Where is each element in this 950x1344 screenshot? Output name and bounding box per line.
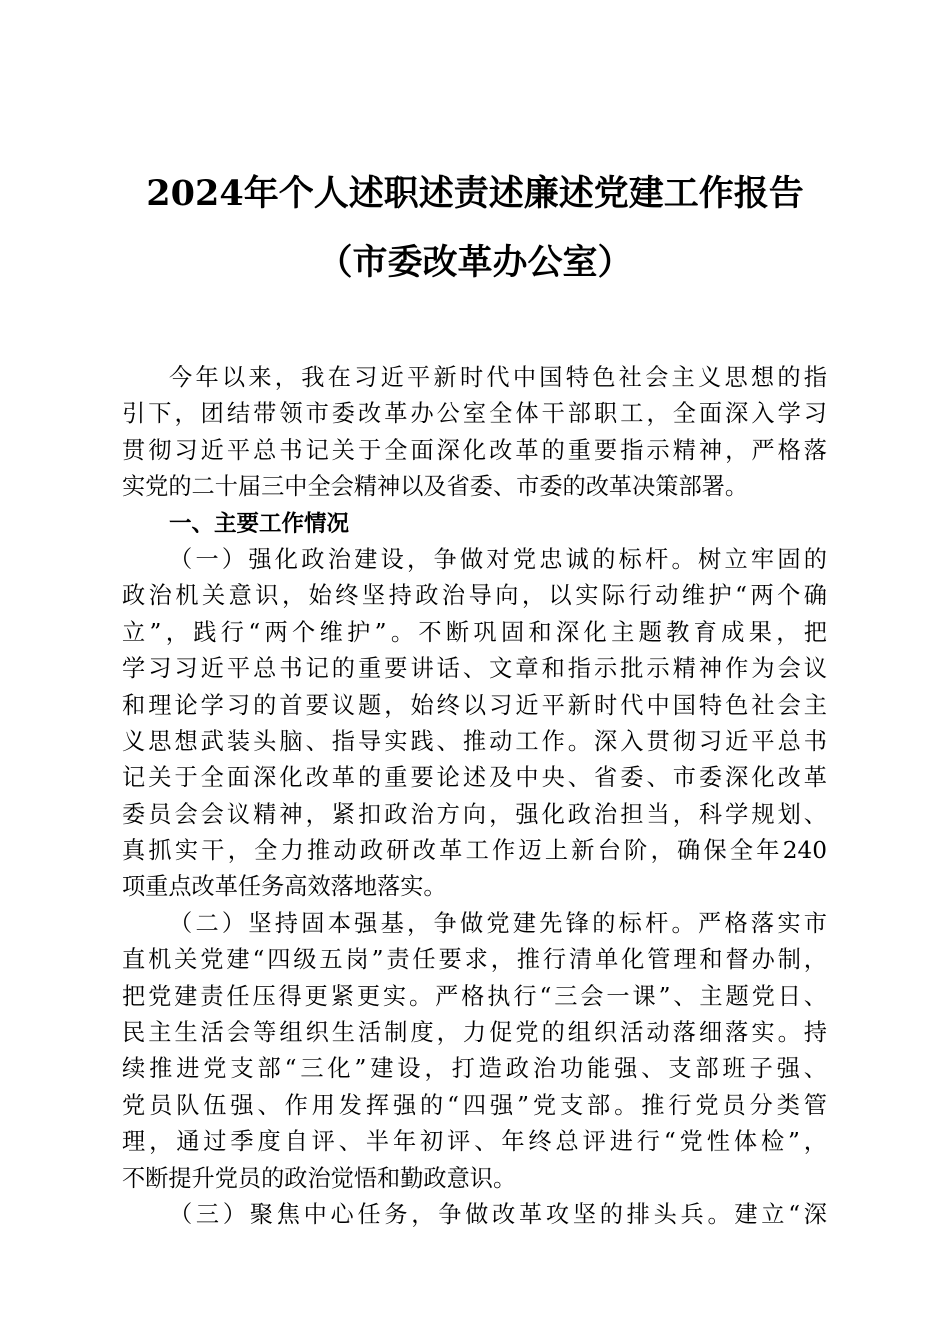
document-body: [122, 360, 827, 1233]
paragraph-line: 不断提升党员的政治觉悟和勤政意识。: [122, 1164, 517, 1192]
paragraph-line: 民主生活会等组织生活制度，力促党的组织活动落细落实。持: [122, 1019, 827, 1047]
paragraph-line: 义思想武装头脑、指导实践、推动工作。深入贯彻习近平总书: [122, 727, 827, 755]
document-subtitle: （市委改革办公室）: [317, 242, 633, 283]
paragraph-line: （二）坚持固本强基，争做党建先锋的标杆。严格落实市: [169, 909, 827, 937]
paragraph-line: 实党的二十届三中全会精神以及省委、市委的改革决策部署。: [122, 473, 749, 501]
section-heading: 一、主要工作情况: [169, 510, 350, 537]
paragraph-line: 项重点改革任务高效落地落实。: [122, 873, 447, 901]
paragraph-line: 委员会会议精神，紧扣政治方向，强化政治担当，科学规划、: [122, 800, 827, 828]
paragraph-line: 理，通过季度自评、半年初评、年终总评进行“党性体检”，: [122, 1128, 827, 1156]
paragraph-line: 记关于全面深化改革的重要论述及中央、省委、市委深化改革: [122, 764, 827, 792]
paragraph-line: 真抓实干，全力推动政研改革工作迈上新台阶，确保全年240: [122, 837, 827, 865]
paragraph-line: 续推进党支部“三化”建设，打造政治功能强、支部班子强、: [122, 1055, 827, 1083]
paragraph-line: 直机关党建“四级五岗”责任要求，推行清单化管理和督办制，: [122, 946, 827, 974]
paragraph-line: 贯彻习近平总书记关于全面深化改革的重要指示精神，严格落: [122, 436, 827, 464]
paragraph-line: 党员队伍强、作用发挥强的“四强”党支部。推行党员分类管: [122, 1091, 827, 1119]
paragraph-line: 引下，团结带领市委改革办公室全体干部职工，全面深入学习: [122, 400, 827, 428]
paragraph-line: 把党建责任压得更紧更实。严格执行“三会一课”、主题党日、: [122, 982, 827, 1010]
document-title: 2024年个人述职述责述廉述党建工作报告: [146, 173, 804, 214]
paragraph-line: 学习习近平总书记的重要讲话、文章和指示批示精神作为会议: [122, 655, 827, 683]
paragraph-line: 立”，践行“两个维护”。不断巩固和深化主题教育成果，把: [122, 618, 827, 646]
paragraph-line: （一）强化政治建设，争做对党忠诚的标杆。树立牢固的: [169, 545, 827, 573]
paragraph-line: （三）聚焦中心任务，争做改革攻坚的排头兵。建立“深: [169, 1200, 827, 1228]
paragraph-line: 今年以来，我在习近平新时代中国特色社会主义思想的指: [169, 364, 827, 391]
paragraph-line: 和理论学习的首要议题，始终以习近平新时代中国特色社会主: [122, 691, 827, 719]
paragraph-line: 政治机关意识，始终坚持政治导向，以实际行动维护“两个确: [122, 582, 827, 610]
